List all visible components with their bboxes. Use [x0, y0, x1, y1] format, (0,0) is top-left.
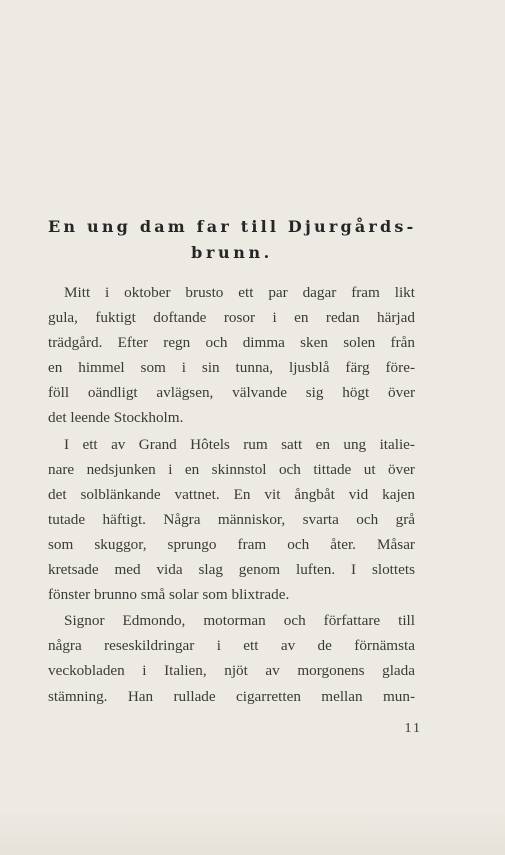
paragraph-1	[48, 280, 415, 431]
chapter-title	[48, 214, 428, 266]
text-line: det leende Stockholm.	[48, 409, 184, 427]
text-line: tutade häftigt. Några människor, svarta och grå	[48, 510, 415, 528]
text-line: trädgård. Efter regn och dimma sken solen från	[48, 334, 415, 352]
paper-shadow	[0, 809, 505, 855]
text-line: fönster brunno små solar som blixtrade.	[48, 586, 290, 604]
text-line: kretsade med vida slag genom luften. I slottets	[48, 561, 415, 579]
text-line: några reseskildringar i ett av de förnämsta	[48, 637, 415, 655]
text-line: som skuggor, sprungo fram och åter. Måsar	[48, 535, 415, 553]
text-line: föll oändligt avlägsen, välvande sig högt över	[48, 384, 415, 402]
text-line: veckobladen i Italien, njöt av morgonens glada	[48, 662, 415, 680]
text-line: nare nedsjunken i en skinnstol och tittade ut över	[48, 460, 415, 478]
text-line: Signor Edmondo, motorman och författare till	[64, 612, 415, 630]
chapter-title-line-2: brunn.	[191, 243, 273, 262]
text-line: det solblänkande vattnet. En vit ångbåt vid kajen	[48, 485, 415, 503]
text-line: en himmel som i sin tunna, ljusblå färg före-	[48, 359, 415, 377]
text-line: Mitt i oktober brusto ett par dagar fram likt	[64, 284, 415, 301]
text-line: gula, fuktigt doftande rosor i en redan härjad	[48, 309, 415, 327]
text-line: stämning. Han rullade cigarretten mellan mun-	[48, 687, 415, 705]
chapter-body	[48, 280, 415, 709]
chapter-title-line-1: En ung dam far till Djurgårds-	[48, 217, 417, 236]
text-line: I ett av Grand Hôtels rum satt en ung italie-	[64, 435, 415, 453]
paragraph-2	[48, 432, 415, 608]
paragraph-3	[48, 608, 415, 708]
page-number: 11	[404, 721, 422, 736]
